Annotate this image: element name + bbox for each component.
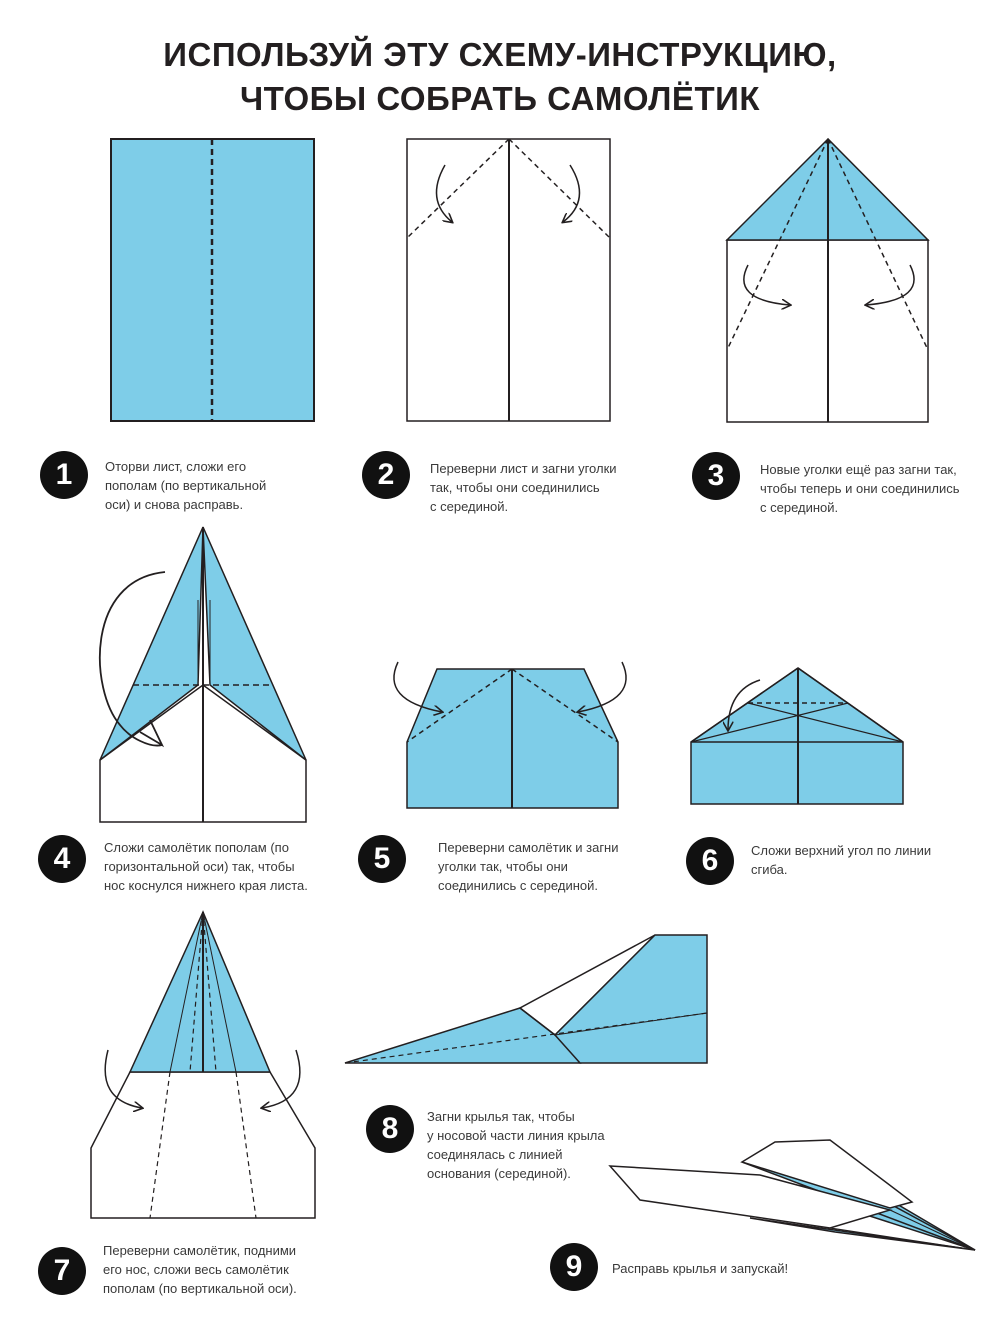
step-8-diagram bbox=[345, 935, 707, 1063]
step-6-caption: Сложи верхний угол по линии сгиба. bbox=[751, 843, 932, 877]
step-6-badge: 6 bbox=[686, 837, 734, 885]
step-3-caption: Новые уголки ещё раз загни так, чтобы теперь и они соединились с серединой. bbox=[760, 462, 960, 515]
step-2-diagram bbox=[407, 139, 610, 421]
step-6-diagram bbox=[691, 668, 903, 804]
step-7-badge: 7 bbox=[38, 1247, 86, 1295]
step-1-diagram bbox=[111, 139, 314, 421]
step-4-badge: 4 bbox=[38, 835, 86, 883]
page-title-line-2: ЧТОБЫ СОБРАТЬ САМОЛЁТИК bbox=[239, 80, 761, 117]
step-1-caption: Оторви лист, сложи его пополам (по вертикальной оси) и снова расправь. bbox=[105, 459, 267, 512]
step-7-caption: Переверни самолётик, подними его нос, сложи весь самолётик пополам (по вертикальной оси). bbox=[103, 1243, 297, 1296]
step-9-caption: Расправь крылья и запускай! bbox=[612, 1261, 789, 1276]
step-5-diagram bbox=[394, 662, 626, 808]
step-5-badge: 5 bbox=[358, 835, 406, 883]
page-title-line-1: ИСПОЛЬЗУЙ ЭТУ СХЕМУ-ИНСТРУКЦИЮ, bbox=[163, 36, 837, 73]
step-3-badge: 3 bbox=[692, 452, 740, 500]
step-2-badge: 2 bbox=[362, 451, 410, 499]
step-8-caption: Загни крылья так, чтобы у носовой части линия крыла соединялась с линией основания (серединой). bbox=[427, 1109, 605, 1181]
step-9-diagram bbox=[610, 1140, 975, 1250]
step-1-badge: 1 bbox=[40, 451, 88, 499]
step-2-caption: Переверни лист и загни уголки так, чтобы они соединились с серединой. bbox=[430, 461, 617, 514]
step-4-caption: Сложи самолётик пополам (по горизонтальной оси) так, чтобы нос коснулся нижнего края листа. bbox=[104, 840, 308, 893]
step-9-badge: 9 bbox=[550, 1243, 598, 1291]
step-7-diagram bbox=[91, 912, 315, 1218]
step-4-diagram bbox=[100, 527, 306, 822]
step-3-diagram bbox=[727, 139, 928, 422]
step-5-caption: Переверни самолётик и загни уголки так, чтобы они соединились с серединой. bbox=[438, 840, 619, 893]
step-8-badge: 8 bbox=[366, 1105, 414, 1153]
